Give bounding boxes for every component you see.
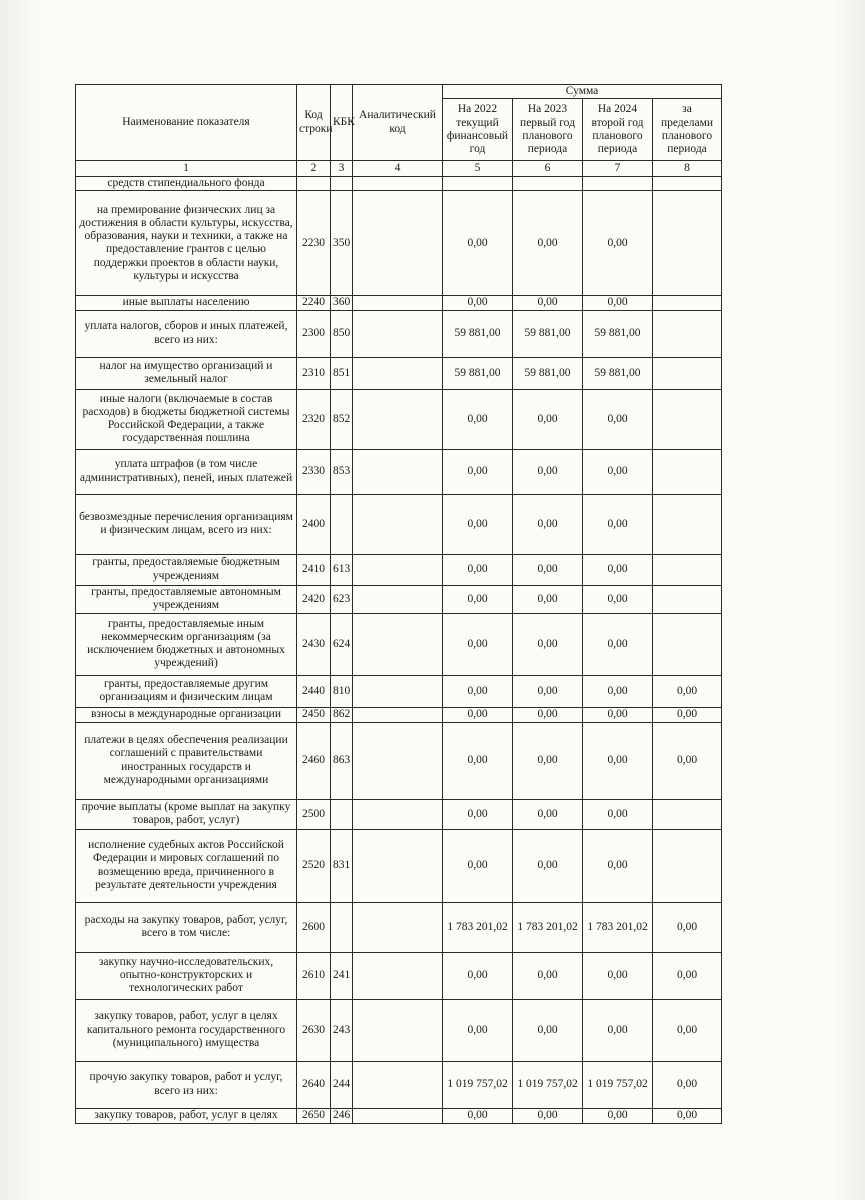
row-name: на премирование физических лиц за достижения в области культуры, искусства, образования, науки и техники, а также на предоставление грантов с целью поддержки проектов в области науки, культуры и искусства	[76, 191, 297, 296]
row-beyond	[653, 177, 722, 191]
row-kbk: 360	[331, 296, 353, 310]
row-name: исполнение судебных актов Российской Федерации и мировых соглашений по возмещению вреда, причиненного в результате деятельности учреждения	[76, 829, 297, 902]
header-name: Наименование показателя	[76, 85, 297, 161]
table-row	[76, 1108, 722, 1123]
row-2024: 0,00	[583, 554, 653, 585]
row-2022: 0,00	[443, 675, 513, 707]
row-2023	[513, 177, 583, 191]
row-analytic	[353, 494, 443, 554]
table-row	[76, 191, 722, 296]
row-kbk: 850	[331, 310, 353, 357]
row-2023: 0,00	[513, 449, 583, 494]
table-row	[76, 310, 722, 357]
row-2023: 1 783 201,02	[513, 902, 583, 952]
row-kbk: 623	[331, 585, 353, 613]
row-2024: 0,00	[583, 449, 653, 494]
row-kbk	[331, 494, 353, 554]
row-kbk	[331, 902, 353, 952]
row-2022: 0,00	[443, 449, 513, 494]
row-code	[297, 177, 331, 191]
row-code: 2520	[297, 829, 331, 902]
row-name: гранты, предоставляемые бюджетным учреждениям	[76, 554, 297, 585]
row-analytic	[353, 191, 443, 296]
row-2024: 0,00	[583, 829, 653, 902]
row-2023: 0,00	[513, 585, 583, 613]
row-code: 2630	[297, 999, 331, 1061]
row-2022: 0,00	[443, 389, 513, 449]
row-2023: 0,00	[513, 554, 583, 585]
table-row	[76, 1061, 722, 1108]
row-2022: 0,00	[443, 494, 513, 554]
row-code: 2410	[297, 554, 331, 585]
row-kbk: 241	[331, 952, 353, 999]
table-row	[76, 449, 722, 494]
row-analytic	[353, 310, 443, 357]
header-2024: На 2024 второй год планового периода	[583, 99, 653, 161]
row-name: уплата штрафов (в том числе административных), пеней, иных платежей	[76, 449, 297, 494]
row-2023: 0,00	[513, 799, 583, 829]
row-kbk	[331, 799, 353, 829]
row-kbk: 243	[331, 999, 353, 1061]
row-2023: 1 019 757,02	[513, 1061, 583, 1108]
row-code: 2440	[297, 675, 331, 707]
row-code: 2310	[297, 357, 331, 389]
row-2024: 1 783 201,02	[583, 902, 653, 952]
row-name: безвозмездные перечисления организациям и физическим лицам, всего из них:	[76, 494, 297, 554]
row-2023: 0,00	[513, 1108, 583, 1123]
table-row	[76, 722, 722, 799]
row-2022	[443, 177, 513, 191]
row-2022: 1 019 757,02	[443, 1061, 513, 1108]
row-beyond	[653, 389, 722, 449]
row-name: гранты, предоставляемые другим организациям и физическим лицам	[76, 675, 297, 707]
row-name: уплата налогов, сборов и иных платежей, всего из них:	[76, 310, 297, 357]
row-2023: 0,00	[513, 829, 583, 902]
row-kbk: 852	[331, 389, 353, 449]
row-code: 2240	[297, 296, 331, 310]
row-2023: 0,00	[513, 722, 583, 799]
row-beyond: 0,00	[653, 999, 722, 1061]
row-kbk: 624	[331, 613, 353, 675]
row-kbk: 863	[331, 722, 353, 799]
table-row	[76, 675, 722, 707]
row-analytic	[353, 722, 443, 799]
table-row	[76, 613, 722, 675]
row-2022: 1 783 201,02	[443, 902, 513, 952]
row-kbk: 862	[331, 707, 353, 722]
row-2024	[583, 177, 653, 191]
table-row	[76, 799, 722, 829]
row-kbk: 853	[331, 449, 353, 494]
row-2024: 0,00	[583, 675, 653, 707]
row-beyond	[653, 554, 722, 585]
table-row	[76, 952, 722, 999]
row-name: налог на имущество организаций и земельный налог	[76, 357, 297, 389]
header-2022: На 2022 текущий финансовый год	[443, 99, 513, 161]
row-code: 2460	[297, 722, 331, 799]
row-2022: 0,00	[443, 722, 513, 799]
row-name: закупку научно-исследовательских, опытно-конструкторских и технологических работ	[76, 952, 297, 999]
row-beyond	[653, 829, 722, 902]
row-2024: 0,00	[583, 389, 653, 449]
header-sum: Сумма	[443, 85, 722, 99]
row-beyond	[653, 191, 722, 296]
column-number: 3	[331, 161, 353, 177]
row-2022: 0,00	[443, 799, 513, 829]
row-analytic	[353, 585, 443, 613]
row-2022: 0,00	[443, 613, 513, 675]
column-number: 7	[583, 161, 653, 177]
row-2024: 59 881,00	[583, 357, 653, 389]
row-2022: 0,00	[443, 191, 513, 296]
row-2022: 0,00	[443, 296, 513, 310]
row-analytic	[353, 177, 443, 191]
row-beyond: 0,00	[653, 1061, 722, 1108]
row-name: платежи в целях обеспечения реализации соглашений с правительствами иностранных государств и международными организациями	[76, 722, 297, 799]
row-name: закупку товаров, работ, услуг в целях	[76, 1108, 297, 1123]
row-code: 2400	[297, 494, 331, 554]
row-analytic	[353, 999, 443, 1061]
row-2022: 0,00	[443, 1108, 513, 1123]
row-2023: 0,00	[513, 296, 583, 310]
row-code: 2450	[297, 707, 331, 722]
row-2023: 0,00	[513, 999, 583, 1061]
row-kbk: 851	[331, 357, 353, 389]
table-row	[76, 585, 722, 613]
row-beyond	[653, 585, 722, 613]
row-name: расходы на закупку товаров, работ, услуг, всего в том числе:	[76, 902, 297, 952]
row-beyond: 0,00	[653, 952, 722, 999]
header-analytic: Аналитический код	[353, 85, 443, 161]
row-name: гранты, предоставляемые иным некоммерческим организациям (за исключением бюджетных и автономных учреждений)	[76, 613, 297, 675]
row-beyond	[653, 310, 722, 357]
table-row	[76, 494, 722, 554]
row-2023: 0,00	[513, 613, 583, 675]
row-kbk: 831	[331, 829, 353, 902]
row-2023: 0,00	[513, 191, 583, 296]
row-2024: 0,00	[583, 707, 653, 722]
row-analytic	[353, 449, 443, 494]
row-kbk: 244	[331, 1061, 353, 1108]
row-2023: 0,00	[513, 675, 583, 707]
row-2022: 0,00	[443, 585, 513, 613]
row-code: 2430	[297, 613, 331, 675]
row-name: иные выплаты населению	[76, 296, 297, 310]
row-2024: 0,00	[583, 613, 653, 675]
row-beyond: 0,00	[653, 675, 722, 707]
row-beyond: 0,00	[653, 707, 722, 722]
column-number: 4	[353, 161, 443, 177]
row-name: закупку товаров, работ, услуг в целях капитального ремонта государственного (муниципального) имущества	[76, 999, 297, 1061]
row-2024: 0,00	[583, 1108, 653, 1123]
row-beyond	[653, 799, 722, 829]
row-2024: 0,00	[583, 494, 653, 554]
row-2022: 59 881,00	[443, 357, 513, 389]
table-row	[76, 707, 722, 722]
row-2022: 0,00	[443, 829, 513, 902]
row-2024: 0,00	[583, 999, 653, 1061]
row-analytic	[353, 675, 443, 707]
column-number: 8	[653, 161, 722, 177]
row-code: 2610	[297, 952, 331, 999]
row-2023: 0,00	[513, 952, 583, 999]
header-beyond: за пределами планового периода	[653, 99, 722, 161]
row-analytic	[353, 357, 443, 389]
row-kbk: 350	[331, 191, 353, 296]
row-beyond	[653, 296, 722, 310]
row-beyond: 0,00	[653, 902, 722, 952]
row-analytic	[353, 613, 443, 675]
header-2023: На 2023 первый год планового периода	[513, 99, 583, 161]
row-2024: 0,00	[583, 191, 653, 296]
header-kbk: КБК	[331, 85, 353, 161]
row-kbk: 246	[331, 1108, 353, 1123]
row-name: прочие выплаты (кроме выплат на закупку товаров, работ, услуг)	[76, 799, 297, 829]
row-name: гранты, предоставляемые автономным учреждениям	[76, 585, 297, 613]
row-analytic	[353, 1108, 443, 1123]
row-analytic	[353, 902, 443, 952]
row-analytic	[353, 952, 443, 999]
column-number: 2	[297, 161, 331, 177]
row-code: 2640	[297, 1061, 331, 1108]
column-number: 5	[443, 161, 513, 177]
row-code: 2650	[297, 1108, 331, 1123]
row-2022: 0,00	[443, 554, 513, 585]
column-number: 6	[513, 161, 583, 177]
row-analytic	[353, 829, 443, 902]
row-name: взносы в международные организации	[76, 707, 297, 722]
row-code: 2330	[297, 449, 331, 494]
row-analytic	[353, 1061, 443, 1108]
table-row	[76, 177, 722, 191]
row-analytic	[353, 389, 443, 449]
row-beyond	[653, 613, 722, 675]
row-name: средств стипендиального фонда	[76, 177, 297, 191]
row-2022: 0,00	[443, 999, 513, 1061]
row-2024: 1 019 757,02	[583, 1061, 653, 1108]
table-row	[76, 902, 722, 952]
row-2024: 0,00	[583, 952, 653, 999]
header-code: Код строки	[297, 85, 331, 161]
column-number: 1	[76, 161, 297, 177]
row-2024: 0,00	[583, 585, 653, 613]
row-kbk: 613	[331, 554, 353, 585]
row-code: 2500	[297, 799, 331, 829]
row-kbk	[331, 177, 353, 191]
budget-table	[75, 84, 722, 1124]
table-row	[76, 999, 722, 1061]
table-row	[76, 829, 722, 902]
row-beyond: 0,00	[653, 1108, 722, 1123]
row-name: прочую закупку товаров, работ и услуг, всего из них:	[76, 1061, 297, 1108]
row-2023: 59 881,00	[513, 310, 583, 357]
row-code: 2420	[297, 585, 331, 613]
row-2024: 59 881,00	[583, 310, 653, 357]
row-2022: 0,00	[443, 707, 513, 722]
row-2022: 59 881,00	[443, 310, 513, 357]
row-2024: 0,00	[583, 722, 653, 799]
row-2023: 59 881,00	[513, 357, 583, 389]
table-row	[76, 296, 722, 310]
row-2023: 0,00	[513, 707, 583, 722]
row-analytic	[353, 707, 443, 722]
row-name: иные налоги (включаемые в состав расходов) в бюджеты бюджетной системы Российской Федерации, а также государственная пошлина	[76, 389, 297, 449]
row-beyond	[653, 357, 722, 389]
row-beyond	[653, 449, 722, 494]
row-code: 2320	[297, 389, 331, 449]
row-2024: 0,00	[583, 296, 653, 310]
row-2023: 0,00	[513, 389, 583, 449]
row-2022: 0,00	[443, 952, 513, 999]
row-beyond	[653, 494, 722, 554]
row-analytic	[353, 799, 443, 829]
table-row	[76, 554, 722, 585]
row-code: 2300	[297, 310, 331, 357]
row-code: 2230	[297, 191, 331, 296]
row-analytic	[353, 554, 443, 585]
table-row	[76, 389, 722, 449]
row-code: 2600	[297, 902, 331, 952]
row-analytic	[353, 296, 443, 310]
row-beyond: 0,00	[653, 722, 722, 799]
row-2023: 0,00	[513, 494, 583, 554]
row-kbk: 810	[331, 675, 353, 707]
row-2024: 0,00	[583, 799, 653, 829]
table-row	[76, 357, 722, 389]
